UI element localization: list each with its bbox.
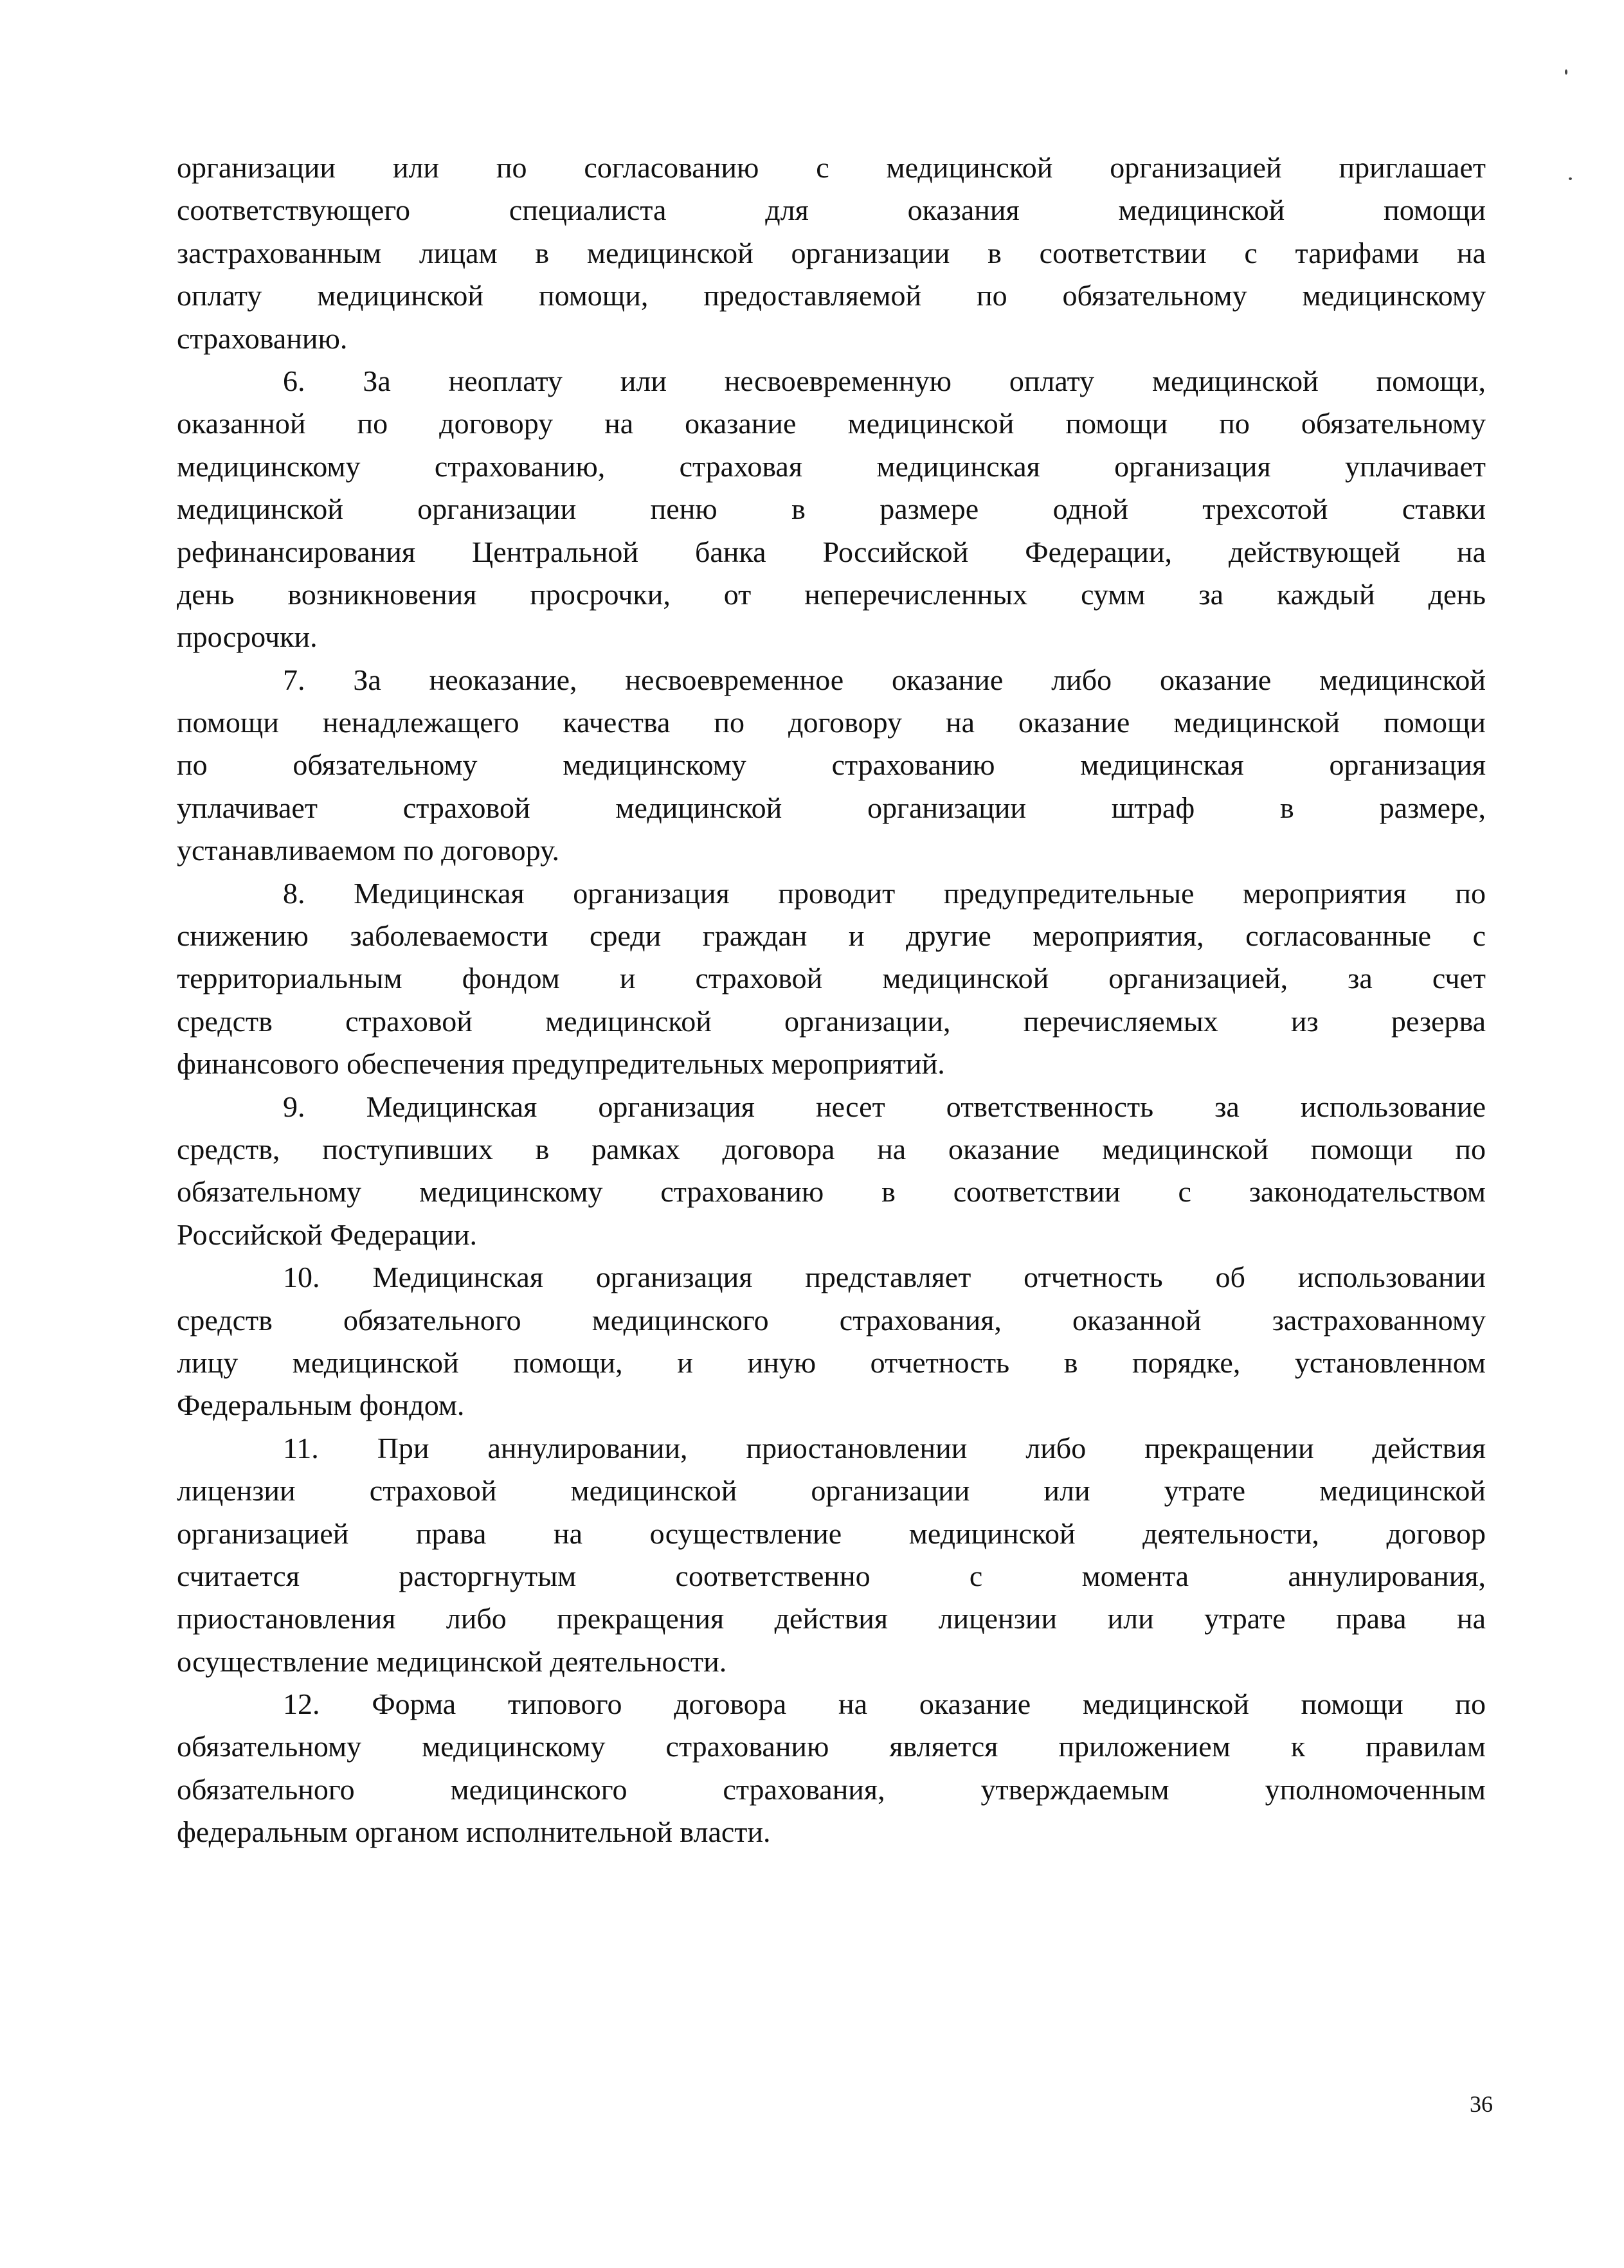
- text-line: средств, поступивших в рамках договора на оказание медицинской помощи по: [177, 1132, 1486, 1166]
- text-line: снижению заболеваемости среди граждан и другие мероприятия, согласованные с: [177, 919, 1486, 953]
- text-line: 11. При аннулировании, приостановлении либо прекращении действия: [283, 1431, 1486, 1464]
- text-line: организации или по согласованию с медицинской организацией приглашает: [177, 151, 1486, 184]
- text-line: считается расторгнутым соответственно с момента аннулирования,: [177, 1559, 1486, 1592]
- text-line: приостановления либо прекращения действия лицензии или утрате права на: [177, 1602, 1486, 1635]
- page-number: 36: [1470, 2091, 1493, 2117]
- text-line: организацией права на осуществление медицинской деятельности, договор: [177, 1516, 1486, 1550]
- text-line: рефинансирования Центральной банка Российской Федерации, действующей на: [177, 535, 1486, 568]
- text-line: 12. Форма типового договора на оказание медицинской помощи по: [283, 1688, 1486, 1721]
- paragraph: [177, 360, 1486, 659]
- text-line: Федеральным фондом.: [177, 1389, 465, 1422]
- text-line: 8. Медицинская организация проводит предупредительные мероприятия по: [283, 876, 1486, 910]
- text-line: оплату медицинской помощи, предоставляемой по обязательному медицинскому: [177, 279, 1486, 312]
- text-line: устанавливаемом по договору.: [177, 834, 559, 867]
- text-line: Российской Федерации.: [177, 1218, 477, 1251]
- text-line: просрочки.: [177, 620, 318, 654]
- text-line: обязательного медицинского страхования, утверждаемым уполномоченным: [177, 1772, 1486, 1806]
- paragraph: [177, 1256, 1486, 1427]
- paragraph: [177, 1086, 1486, 1257]
- text-line: по обязательному медицинскому страхованию медицинская организация: [177, 748, 1486, 782]
- text-line: 7. За неоказание, несвоевременное оказание либо оказание медицинской: [283, 663, 1486, 696]
- paragraph: [177, 1427, 1486, 1683]
- text-line: лицензии страховой медицинской организации или утрате медицинской: [177, 1474, 1486, 1508]
- text-line: медицинской организации пеню в размере одной трехсотой ставки: [177, 492, 1486, 526]
- scan-speck: [1569, 177, 1572, 180]
- text-line: обязательному медицинскому страхованию в соответствии с законодательством: [177, 1175, 1486, 1209]
- text-line: 6. За неоплату или несвоевременную оплату медицинской помощи,: [283, 364, 1486, 397]
- text-line: обязательному медицинскому страхованию является приложением к правилам: [177, 1730, 1486, 1763]
- text-line: оказанной по договору на оказание медицинской помощи по обязательному: [177, 407, 1486, 440]
- paragraph: [177, 147, 1486, 360]
- scan-speck: [1565, 69, 1567, 75]
- text-line: осуществление медицинской деятельности.: [177, 1644, 727, 1678]
- text-line: день возникновения просрочки, от неперечисленных сумм за каждый день: [177, 577, 1486, 611]
- text-line: федеральным органом исполнительной власти.: [177, 1815, 771, 1849]
- paragraph: [177, 872, 1486, 1086]
- document-body: [177, 147, 1486, 1854]
- text-line: страхованию.: [177, 321, 348, 355]
- text-line: территориальным фондом и страховой медицинской организацией, за счет: [177, 962, 1486, 995]
- text-line: застрахованным лицам в медицинской организации в соответствии с тарифами на: [177, 236, 1486, 269]
- text-line: уплачивает страховой медицинской организации штраф в размере,: [177, 791, 1486, 824]
- paragraph: [177, 1683, 1486, 1854]
- text-line: средств страховой медицинской организации, перечисляемых из резерва: [177, 1004, 1486, 1038]
- paragraph: [177, 659, 1486, 872]
- text-line: 10. Медицинская организация представляет отчетность об использовании: [283, 1261, 1486, 1294]
- text-line: лицу медицинской помощи, и иную отчетность в порядке, установленном: [177, 1346, 1486, 1379]
- text-line: 9. Медицинская организация несет ответственность за использование: [283, 1090, 1486, 1123]
- text-line: средств обязательного медицинского страхования, оказанной застрахованному: [177, 1303, 1486, 1336]
- text-line: помощи ненадлежащего качества по договору на оказание медицинской помощи: [177, 706, 1486, 739]
- text-line: финансового обеспечения предупредительных мероприятий.: [177, 1047, 945, 1081]
- text-line: медицинскому страхованию, страховая медицинская организация уплачивает: [177, 449, 1486, 483]
- text-line: соответствующего специалиста для оказания медицинской помощи: [177, 194, 1486, 227]
